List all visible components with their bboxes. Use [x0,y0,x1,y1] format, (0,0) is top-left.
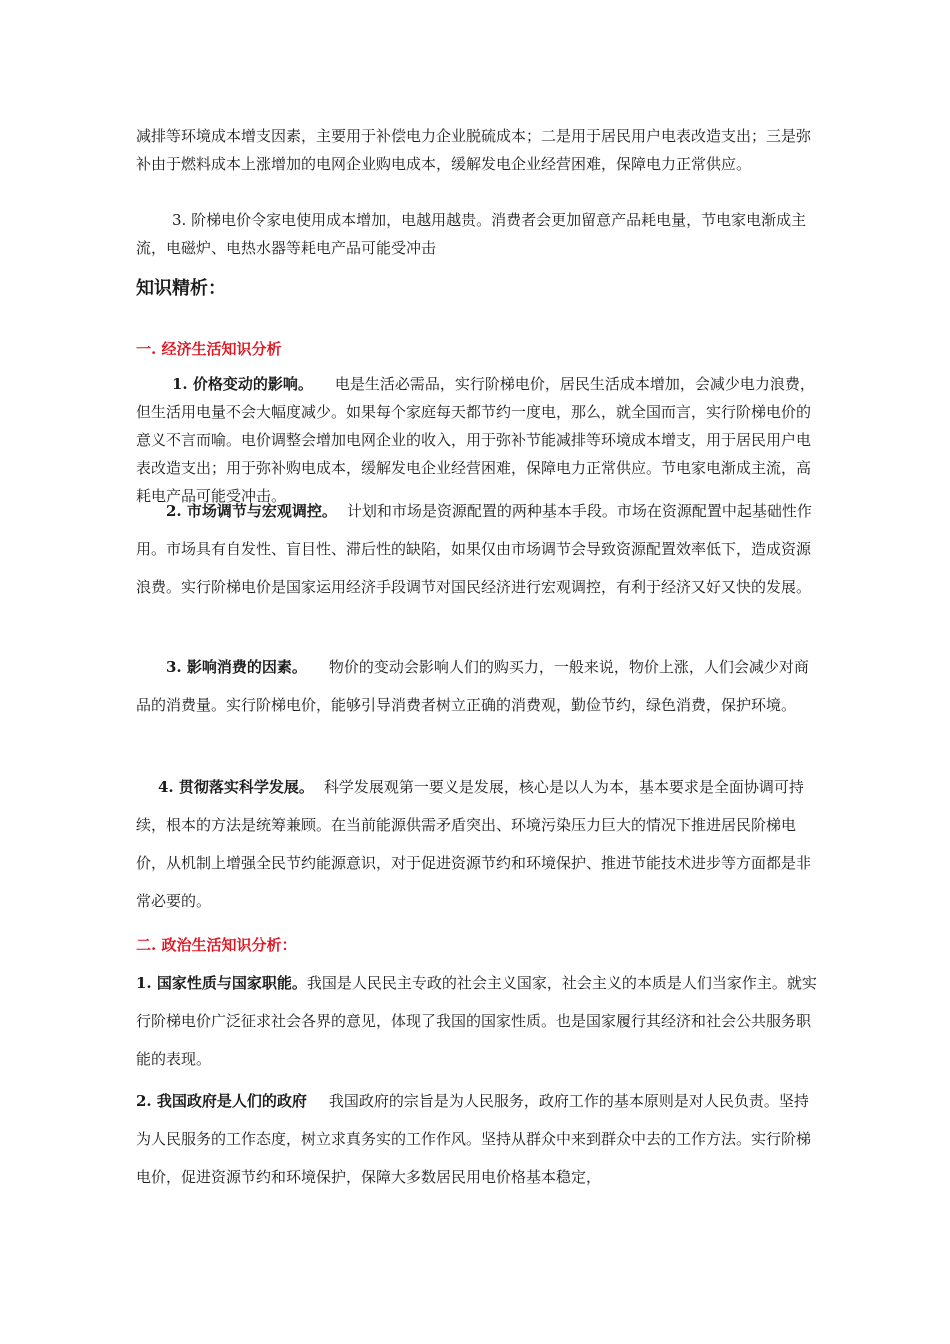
intro-paragraph-2: 3. 阶梯电价令家电使用成本增加，电越用越贵。消费者会更加留意产品耗电量，节电家电渐成主流，电磁炉、电热水器等耗电产品可能受冲击 [136,211,807,257]
item-label: 4. 贯彻落实科学发展。 [158,778,314,796]
section-1-item-4 [136,768,818,920]
item-label: 1. 国家性质与国家职能。 [136,974,307,992]
knowledge-heading: 知识精析： [136,278,226,299]
item-label: 2. 市场调节与宏观调控。 [166,502,337,520]
item-label: 1. 价格变动的影响。 [172,375,313,393]
section-2-item-1 [136,964,818,1078]
section-1-item-1 [136,370,818,510]
section-1-item-3 [136,648,818,724]
section-1-item-2 [136,492,818,606]
section-1-title: 一. 经济生活知识分析 [136,340,282,358]
section-2-title: 二. 政治生活知识分析： [136,936,297,954]
item-text: 我国是人民民主专政的社会主义国家，社会主义的本质是人们当家作主。就实行阶梯电价广泛征求社会各界的意见，体现了我国的国家性质。也是国家履行其经济和社会公共服务职能的表现。 [136,974,817,1068]
item-text: 我国政府的宗旨是为人民服务，政府工作的基本原则是对人民负责。坚持为人民服务的工作态度，树立求真务实的工作作风。坚持从群众中来到群众中去的工作方法。实行阶梯电价，促进资源节约和环境保护，保障大多数居民用电价格基本稳定， [136,1092,812,1186]
item-label: 3. 影响消费的因素。 [166,658,307,676]
section-2-item-2 [136,1082,818,1196]
item-text: 物价的变动会影响人们的购买力，一般来说，物价上涨，人们会减少对商品的消费量。实行阶梯电价，能够引导消费者树立正确的消费观，勤俭节约，绿色消费，保护环境。 [136,658,809,714]
item-text: 计划和市场是资源配置的两种基本手段。市场在资源配置中起基础性作用。市场具有自发性、盲目性、滞后性的缺陷，如果仅由市场调节会导致资源配置效率低下，造成资源浪费。实行阶梯电价是国家运用经济手段调节对国民经济进行宏观调控，有利于经济又好又快的发展。 [136,502,812,596]
item-text: 电是生活必需品，实行阶梯电价，居民生活成本增加，会减少电力浪费，但生活用电量不会大幅度减少。如果每个家庭每天都节约一度电，那么，就全国而言，实行阶梯电价的意义不言而喻。电价调整会增加电网企业的收入，用于弥补节能减排等环境成本增支，用于居民用户电表改造支出；用于弥补购电成本，缓解发电企业经营困难，保障电力正常供应。节电家电渐成主流，高耗电产品可能受冲击。 [136,375,815,505]
item-label: 2. 我国政府是人们的政府 [136,1092,307,1110]
item-text: 科学发展观第一要义是发展，核心是以人为本，基本要求是全面协调可持续，根本的方法是统筹兼顾。在当前能源供需矛盾突出、环境污染压力巨大的情况下推进居民阶梯电价，从机制上增强全民节约能源意识，对于促进资源节约和环境保护、推进节能技术进步等方面都是非常必要的。 [136,778,812,910]
intro-paragraph-1: 减排等环境成本增支因素，主要用于补偿电力企业脱硫成本；二是用于居民用户电表改造支出；三是弥补由于燃料成本上涨增加的电网企业购电成本，缓解发电企业经营困难，保障电力正常供应。 [136,127,812,173]
